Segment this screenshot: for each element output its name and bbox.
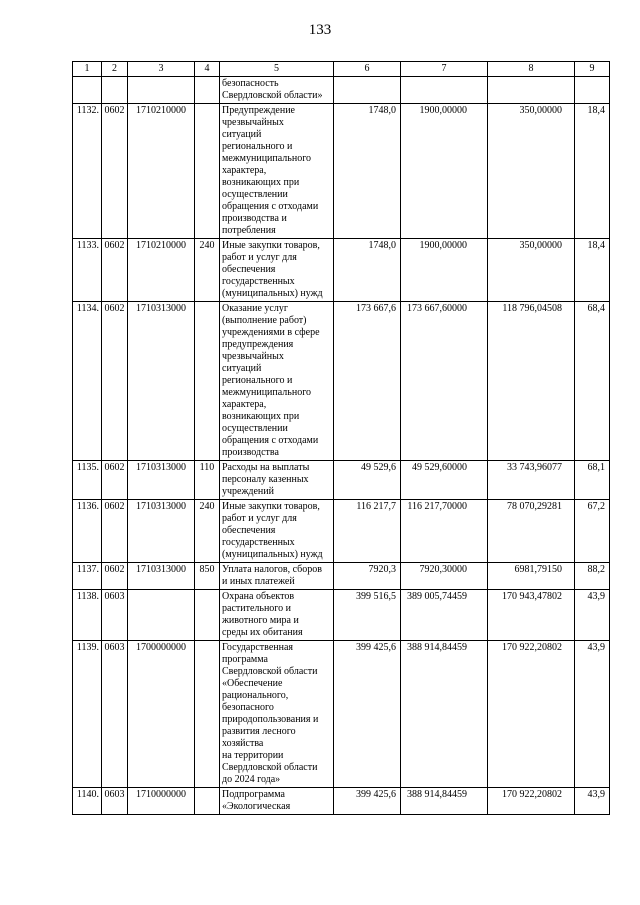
- section-code-cell: 0602: [102, 500, 128, 563]
- expense-type-cell: 850: [195, 563, 220, 590]
- percent-cell: 43,9: [575, 788, 610, 815]
- section-code-cell: 0602: [102, 104, 128, 239]
- row-number-cell: 1133.: [73, 239, 102, 302]
- target-code-cell: [128, 590, 195, 641]
- planned-amount-cell: 1900,00000: [401, 104, 488, 239]
- expense-type-cell: [195, 788, 220, 815]
- row-number-cell: 1132.: [73, 104, 102, 239]
- section-code-cell: 0603: [102, 641, 128, 788]
- item-name-cell: Оказание услуг (выполнение работ) учреждениями в сфере предупреждения чрезвычайных ситуаций регионального и межмуниципального характера, возникающих при осуществлении обращения с отходами производства: [220, 302, 334, 461]
- item-name-cell: Охрана объектов растительного и животного мира и среды их обитания: [220, 590, 334, 641]
- approved-amount-cell: 49 529,6: [334, 461, 401, 500]
- header-cell: 8: [488, 62, 575, 77]
- percent-cell: 43,9: [575, 641, 610, 788]
- table-row: [73, 239, 610, 302]
- planned-amount-cell: 173 667,60000: [401, 302, 488, 461]
- percent-cell: 68,1: [575, 461, 610, 500]
- percent-cell: 88,2: [575, 563, 610, 590]
- target-code-cell: 1700000000: [128, 641, 195, 788]
- header-row: [73, 62, 610, 77]
- expense-type-cell: 110: [195, 461, 220, 500]
- table-row: [73, 590, 610, 641]
- approved-amount-cell: [334, 77, 401, 104]
- executed-amount-cell: 170 922,20802: [488, 641, 575, 788]
- item-name-cell: Уплата налогов, сборов и иных платежей: [220, 563, 334, 590]
- item-name-cell: Расходы на выплаты персоналу казенных учреждений: [220, 461, 334, 500]
- header-cell: 4: [195, 62, 220, 77]
- expense-type-cell: 240: [195, 500, 220, 563]
- approved-amount-cell: 173 667,6: [334, 302, 401, 461]
- percent-cell: 18,4: [575, 239, 610, 302]
- percent-cell: [575, 77, 610, 104]
- header-cell: 5: [220, 62, 334, 77]
- approved-amount-cell: 1748,0: [334, 239, 401, 302]
- percent-cell: 67,2: [575, 500, 610, 563]
- target-code-cell: 1710313000: [128, 302, 195, 461]
- planned-amount-cell: 1900,00000: [401, 239, 488, 302]
- expense-type-cell: 240: [195, 239, 220, 302]
- target-code-cell: 1710210000: [128, 239, 195, 302]
- planned-amount-cell: 49 529,60000: [401, 461, 488, 500]
- table-row: [73, 500, 610, 563]
- page-number: 133: [308, 22, 332, 38]
- expense-type-cell: [195, 104, 220, 239]
- executed-amount-cell: 33 743,96077: [488, 461, 575, 500]
- table-row: [73, 563, 610, 590]
- row-number-cell: 1136.: [73, 500, 102, 563]
- row-number-cell: 1134.: [73, 302, 102, 461]
- approved-amount-cell: 399 425,6: [334, 641, 401, 788]
- target-code-cell: 1710313000: [128, 461, 195, 500]
- executed-amount-cell: 6981,79150: [488, 563, 575, 590]
- planned-amount-cell: 389 005,74459: [401, 590, 488, 641]
- target-code-cell: 1710000000: [128, 788, 195, 815]
- planned-amount-cell: 388 914,84459: [401, 788, 488, 815]
- header-cell: 2: [102, 62, 128, 77]
- executed-amount-cell: 170 922,20802: [488, 788, 575, 815]
- row-number-cell: 1137.: [73, 563, 102, 590]
- approved-amount-cell: 399 425,6: [334, 788, 401, 815]
- header-cell: 1: [73, 62, 102, 77]
- header-cell: 6: [334, 62, 401, 77]
- header-cell: 7: [401, 62, 488, 77]
- section-code-cell: 0602: [102, 563, 128, 590]
- header-cell: 9: [575, 62, 610, 77]
- approved-amount-cell: 7920,3: [334, 563, 401, 590]
- item-name-cell: Иные закупки товаров, работ и услуг для обеспечения государственных (муниципальных) нужд: [220, 500, 334, 563]
- item-name-cell: Подпрограмма «Экологическая: [220, 788, 334, 815]
- row-number-cell: 1138.: [73, 590, 102, 641]
- target-code-cell: 1710313000: [128, 500, 195, 563]
- header-cell: 3: [128, 62, 195, 77]
- planned-amount-cell: [401, 77, 488, 104]
- target-code-cell: 1710210000: [128, 104, 195, 239]
- section-code-cell: 0603: [102, 590, 128, 641]
- percent-cell: 68,4: [575, 302, 610, 461]
- executed-amount-cell: 350,00000: [488, 104, 575, 239]
- section-code-cell: [102, 77, 128, 104]
- approved-amount-cell: 116 217,7: [334, 500, 401, 563]
- planned-amount-cell: 7920,30000: [401, 563, 488, 590]
- target-code-cell: 1710313000: [128, 563, 195, 590]
- row-number-cell: 1135.: [73, 461, 102, 500]
- table-row: [73, 461, 610, 500]
- row-number-cell: 1139.: [73, 641, 102, 788]
- executed-amount-cell: 170 943,47802: [488, 590, 575, 641]
- executed-amount-cell: 350,00000: [488, 239, 575, 302]
- item-name-cell: Иные закупки товаров, работ и услуг для обеспечения государственных (муниципальных) нужд: [220, 239, 334, 302]
- section-code-cell: 0602: [102, 239, 128, 302]
- table-row: [73, 104, 610, 239]
- section-code-cell: 0602: [102, 461, 128, 500]
- row-number-cell: [73, 77, 102, 104]
- expense-type-cell: [195, 590, 220, 641]
- target-code-cell: [128, 77, 195, 104]
- expense-type-cell: [195, 641, 220, 788]
- budget-table: [72, 61, 610, 815]
- table-row: [73, 641, 610, 788]
- item-name-cell: безопасность Свердловской области»: [220, 77, 334, 104]
- executed-amount-cell: 78 070,29281: [488, 500, 575, 563]
- table-row: [73, 788, 610, 815]
- table-row: [73, 77, 610, 104]
- table-row: [73, 302, 610, 461]
- percent-cell: 18,4: [575, 104, 610, 239]
- percent-cell: 43,9: [575, 590, 610, 641]
- item-name-cell: Государственная программа Свердловской области «Обеспечение рационального, безопасного природопользования и развития лесного хозяйства на территории Свердловской области до 2024 года»: [220, 641, 334, 788]
- executed-amount-cell: 118 796,04508: [488, 302, 575, 461]
- executed-amount-cell: [488, 77, 575, 104]
- approved-amount-cell: 399 516,5: [334, 590, 401, 641]
- section-code-cell: 0603: [102, 788, 128, 815]
- approved-amount-cell: 1748,0: [334, 104, 401, 239]
- section-code-cell: 0602: [102, 302, 128, 461]
- expense-type-cell: [195, 302, 220, 461]
- expense-type-cell: [195, 77, 220, 104]
- planned-amount-cell: 116 217,70000: [401, 500, 488, 563]
- row-number-cell: 1140.: [73, 788, 102, 815]
- item-name-cell: Предупреждение чрезвычайных ситуаций регионального и межмуниципального характера, возникающих при осуществлении обращения с отходами производства и потребления: [220, 104, 334, 239]
- planned-amount-cell: 388 914,84459: [401, 641, 488, 788]
